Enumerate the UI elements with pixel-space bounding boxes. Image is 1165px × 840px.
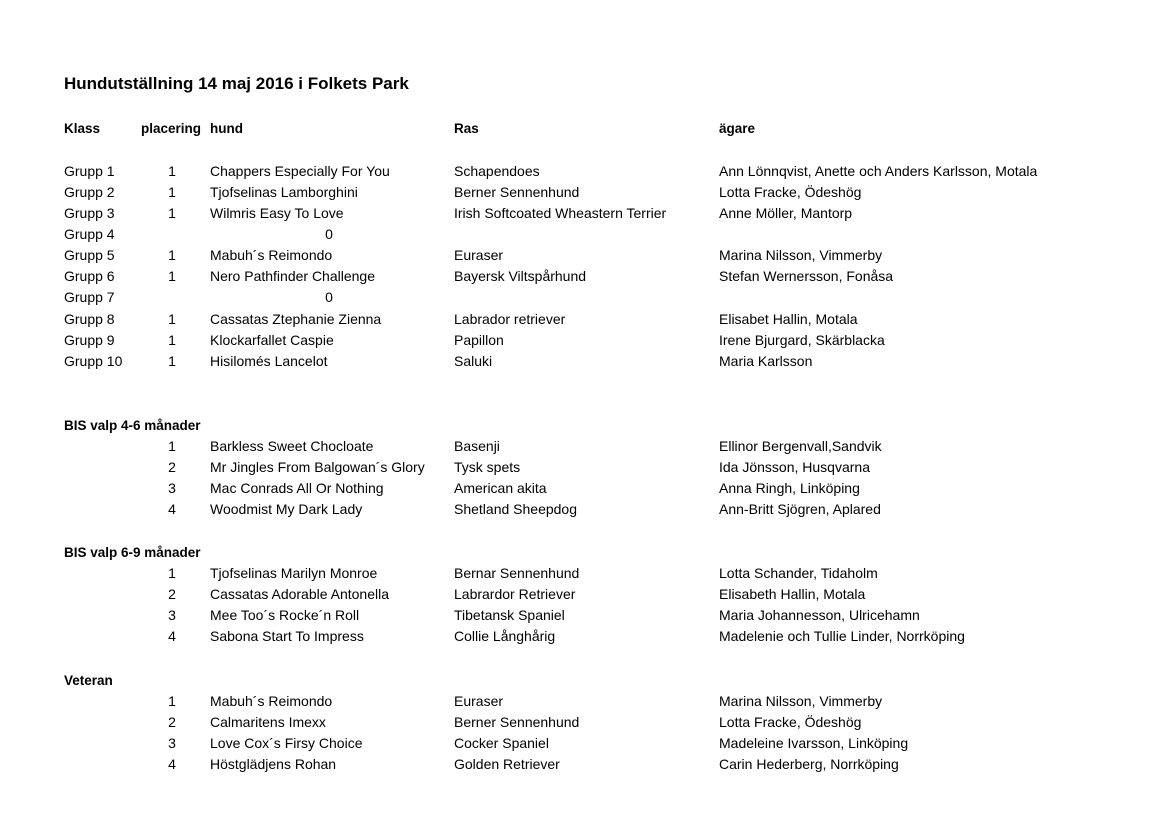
breed-cell: Euraser [454,247,504,263]
owner-cell: Anna Ringh, Linköping [719,480,860,496]
breed-cell: Berner Sennenhund [454,184,580,200]
owner-cell: Ellinor Bergenvall,Sandvik [719,438,882,454]
breed-cell: Golden Retriever [454,756,560,772]
table-row [0,330,1165,351]
placement-cell: 3 [168,607,176,623]
placement-cell: 4 [168,756,176,772]
table-row [0,224,1165,245]
owner-cell: Lotta Schander, Tidaholm [719,565,878,581]
placement-cell: 1 [168,332,176,348]
owner-cell: Irene Bjurgard, Skärblacka [719,332,885,348]
placement-cell: 2 [168,714,176,730]
header-agare: ägare [719,121,756,136]
owner-cell: Marina Nilsson, Vimmerby [719,693,883,709]
breed-cell: Cocker Spaniel [454,735,549,751]
placement-cell: 3 [168,735,176,751]
dog-name-cell: Cassatas Ztephanie Zienna [210,311,382,327]
table-row [0,584,1165,605]
placement-cell: 1 [168,353,176,369]
table-row [0,436,1165,457]
table-row [0,626,1165,647]
breed-cell: Schapendoes [454,163,540,179]
breed-cell: Tysk spets [454,459,521,475]
breed-cell: Berner Sennenhund [454,714,580,730]
owner-cell: Elisabet Hallin, Motala [719,311,858,327]
placement-cell: 2 [168,586,176,602]
class-cell: Grupp 1 [64,163,115,179]
dog-name-cell: Tjofselinas Marilyn Monroe [210,565,378,581]
breed-cell: Shetland Sheepdog [454,501,577,517]
section-title: BIS valp 4-6 månader [64,418,201,433]
table-row [0,245,1165,266]
section-title: BIS valp 6-9 månader [64,545,201,560]
dog-name-cell: Cassatas Adorable Antonella [210,586,390,602]
dog-name-cell: Tjofselinas Lamborghini [210,184,358,200]
placement-cell: 1 [168,205,176,221]
owner-cell: Anne Möller, Mantorp [719,205,853,221]
table-row [0,161,1165,182]
table-row [0,691,1165,712]
placement-cell: 2 [168,459,176,475]
table-row [0,605,1165,626]
table-row [0,309,1165,330]
class-cell: Grupp 9 [64,332,115,348]
breed-cell: Papillon [454,332,504,348]
table-row [0,182,1165,203]
dog-name-cell: Klockarfallet Caspie [210,332,334,348]
breed-cell: Saluki [454,353,493,369]
table-row [0,754,1165,775]
placement-cell: 1 [168,247,176,263]
placement-cell: 1 [168,565,176,581]
placement-cell: 0 [325,226,333,242]
header-ras: Ras [454,121,479,136]
class-cell: Grupp 7 [64,289,115,305]
class-cell: Grupp 6 [64,268,115,284]
breed-cell: Tibetansk Spaniel [454,607,565,623]
table-row [0,287,1165,308]
dog-name-cell: Calmaritens Imexx [210,714,326,730]
table-row [0,478,1165,499]
breed-cell: Bayersk Viltspårhund [454,268,587,284]
dog-name-cell: Mabuh´s Reimondo [210,693,333,709]
owner-cell: Lotta Fracke, Ödeshög [719,714,862,730]
breed-cell: Labrador retriever [454,311,566,327]
owner-cell: Madelenie och Tullie Linder, Norrköping [719,628,965,644]
page-title: Hundutställning 14 maj 2016 i Folkets Park [64,74,409,93]
table-row [0,712,1165,733]
dog-name-cell: Mabuh´s Reimondo [210,247,333,263]
breed-cell: Basenji [454,438,500,454]
header-hund: hund [210,121,243,136]
placement-cell: 1 [168,163,176,179]
table-row [0,499,1165,520]
class-cell: Grupp 3 [64,205,115,221]
owner-cell: Elisabeth Hallin, Motala [719,586,866,602]
breed-cell: Bernar Sennenhund [454,565,580,581]
header-klass: Klass [64,121,101,136]
placement-cell: 0 [325,289,333,305]
dog-name-cell: Chappers Especially For You [210,163,390,179]
class-cell: Grupp 2 [64,184,115,200]
dog-name-cell: Love Cox´s Firsy Choice [210,735,363,751]
owner-cell: Ann Lönnqvist, Anette och Anders Karlsson, Motala [719,163,1038,179]
placement-cell: 3 [168,480,176,496]
dog-name-cell: Mee Too´s Rocke´n Roll [210,607,360,623]
breed-cell: Labrardor Retriever [454,586,576,602]
placement-cell: 1 [168,438,176,454]
owner-cell: Maria Karlsson [719,353,813,369]
dog-name-cell: Barkless Sweet Chocloate [210,438,374,454]
owner-cell: Madeleine Ivarsson, Linköping [719,735,909,751]
breed-cell: Euraser [454,693,504,709]
placement-cell: 1 [168,693,176,709]
breed-cell: Collie Långhårig [454,628,556,644]
dog-name-cell: Mr Jingles From Balgowan´s Glory [210,459,425,475]
dog-name-cell: Höstglädjens Rohan [210,756,337,772]
owner-cell: Lotta Fracke, Ödeshög [719,184,862,200]
table-row [0,266,1165,287]
class-cell: Grupp 4 [64,226,115,242]
owner-cell: Stefan Wernersson, Fonåsa [719,268,894,284]
class-cell: Grupp 8 [64,311,115,327]
owner-cell: Carin Hederberg, Norrköping [719,756,899,772]
placement-cell: 1 [168,184,176,200]
owner-cell: Ida Jönsson, Husqvarna [719,459,870,475]
owner-cell: Marina Nilsson, Vimmerby [719,247,883,263]
placement-cell: 4 [168,501,176,517]
dog-name-cell: Woodmist My Dark Lady [210,501,363,517]
breed-cell: Irish Softcoated Wheastern Terrier [454,205,667,221]
dog-name-cell: Wilmris Easy To Love [210,205,344,221]
placement-cell: 4 [168,628,176,644]
placement-cell: 1 [168,268,176,284]
dog-name-cell: Hisilomés Lancelot [210,353,328,369]
section-title: Veteran [64,673,113,688]
owner-cell: Maria Johannesson, Ulricehamn [719,607,920,623]
header-placering: placering [141,121,202,136]
owner-cell: Ann-Britt Sjögren, Aplared [719,501,881,517]
placement-cell: 1 [168,311,176,327]
class-cell: Grupp 5 [64,247,115,263]
breed-cell: American akita [454,480,547,496]
class-cell: Grupp 10 [64,353,123,369]
table-row [0,733,1165,754]
table-row [0,351,1165,372]
table-row [0,203,1165,224]
dog-name-cell: Nero Pathfinder Challenge [210,268,375,284]
dog-name-cell: Mac Conrads All Or Nothing [210,480,384,496]
dog-name-cell: Sabona Start To Impress [210,628,364,644]
table-row [0,457,1165,478]
table-row [0,563,1165,584]
